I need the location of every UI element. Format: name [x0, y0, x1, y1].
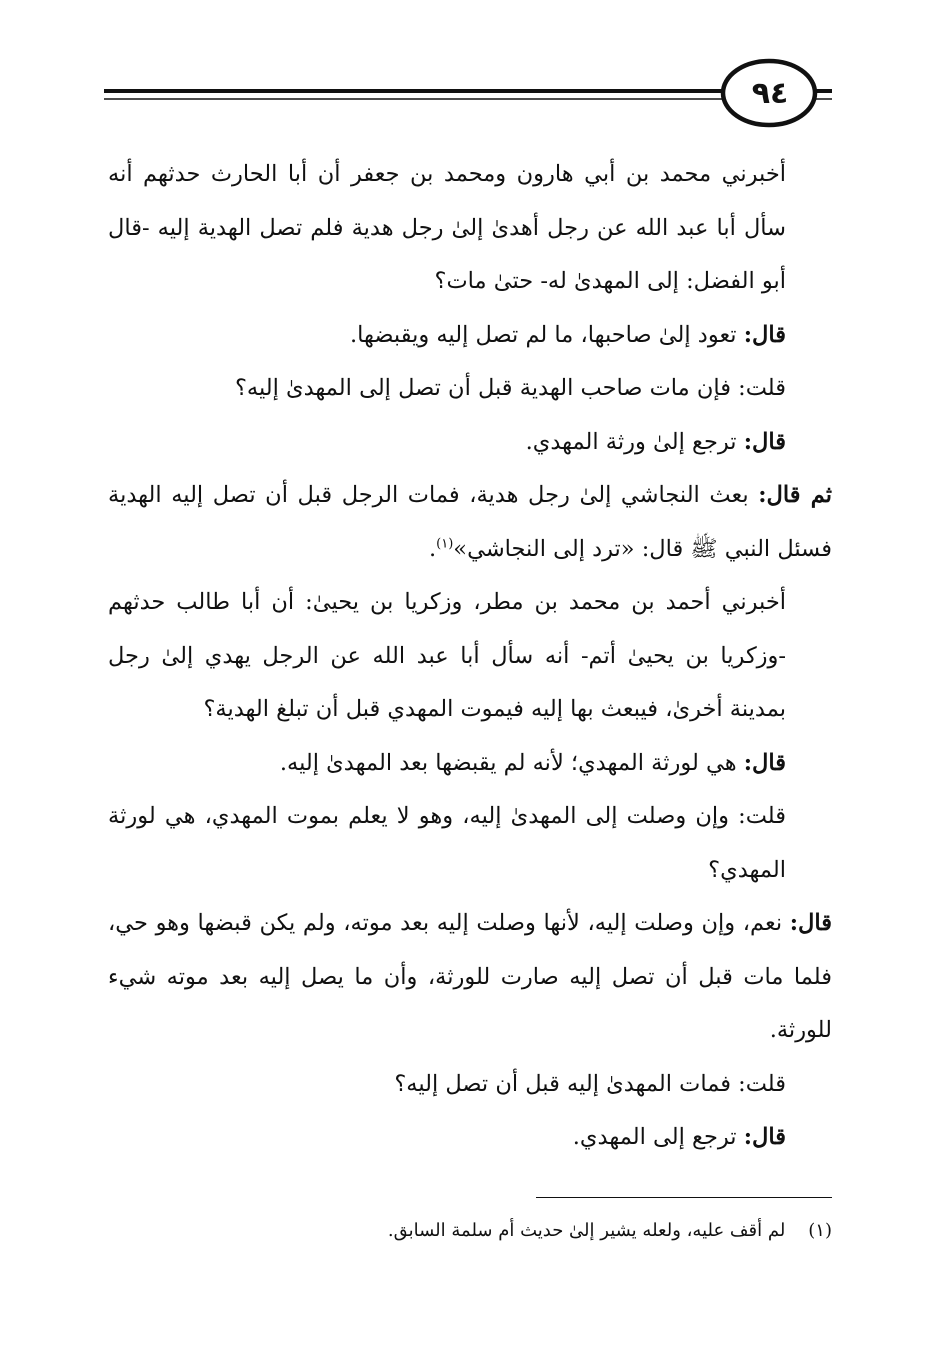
paragraph — [108, 1058, 832, 1112]
paragraph-text: أخبرني أحمد بن محمد بن مطر، وزكريا بن يحيىٰ: أن أبا طالب حدثهم -وزكريا بن يحيىٰ أتم- أنه سأل أبا عبد الله عن الرجل يهدي إلىٰ رجل بمدينة أخرىٰ، فيبعث بها إليه فيموت المهدي قبل أن تبلغ الهدية؟ — [108, 589, 786, 722]
speaker-label: ثم قال: — [758, 482, 833, 508]
paragraph — [108, 416, 832, 470]
paragraph — [108, 309, 832, 363]
paragraph — [108, 790, 832, 897]
trailing-punctuation: . — [429, 535, 437, 562]
paragraph-text: قلت: فمات المهدىٰ إليه قبل أن تصل إليه؟ — [394, 1070, 786, 1097]
paragraph-text: قلت: فإن مات صاحب الهدية قبل أن تصل إلى المهدىٰ إليه؟ — [234, 375, 786, 401]
footnote-reference[interactable]: (١) — [436, 536, 454, 551]
paragraph — [108, 1111, 832, 1165]
paragraph-text: ترجع إلى المهدي. — [572, 1124, 737, 1150]
speaker-label: قال: — [743, 321, 786, 348]
page-header — [0, 0, 936, 150]
speaker-label: قال: — [743, 428, 786, 455]
paragraph-text: قلت: وإن وصلت إلى المهدىٰ إليه، وهو لا يعلم بموت المهدي، هي لورثة المهدي؟ — [108, 803, 786, 883]
paragraph-text: ترجع إلىٰ ورثة المهدي. — [525, 428, 737, 455]
paragraph-text: نعم، وإن وصلت إليه، لأنها وصلت إليه بعد موته، ولم يكن قبضها وهو حي، فلما مات قبل أن تصل إليه صارت للورثة، وأن ما يصل إليه بعد موته شيء للورثة. — [108, 910, 832, 1043]
speaker-label: قال: — [789, 910, 832, 936]
paragraph-text: بعث النجاشي إلىٰ رجل هدية، فمات الرجل قبل أن تصل إليه الهدية فسئل النبي ﷺ قال: «ترد إلى النجاشي» — [108, 482, 832, 562]
paragraph — [108, 469, 832, 576]
speaker-label: قال: — [743, 1124, 786, 1150]
speaker-label: قال: — [743, 749, 786, 776]
paragraph — [108, 897, 832, 1058]
footnote-separator — [536, 1197, 832, 1198]
footnote-marker: (١) — [808, 1220, 832, 1241]
body-text — [108, 148, 832, 1165]
paragraph — [108, 737, 832, 791]
paragraph-text: تعود إلىٰ صاحبها، ما لم تصل إليه ويقبضها. — [350, 321, 737, 348]
paragraph-text: هي لورثة المهدي؛ لأنه لم يقبضها بعد المهدىٰ إليه. — [279, 749, 737, 776]
paragraph-text: أخبرني محمد بن أبي هارون ومحمد بن جعفر أن أبا الحارث حدثهم أنه سأل أبا عبد الله عن رجل أهدىٰ إلىٰ رجل هدية فلم تصل الهدية إليه -قال أبو الفضل: إلى المهدىٰ له- حتىٰ مات؟ — [108, 161, 786, 294]
paragraph — [108, 148, 832, 309]
footnote — [200, 1216, 832, 1246]
paragraph — [108, 362, 832, 416]
paragraph — [108, 576, 832, 737]
page-number: ٩٤ — [751, 75, 789, 111]
footnote-text: لم أقف عليه، ولعله يشير إلىٰ حديث أم سلمة السابق. — [387, 1220, 786, 1241]
